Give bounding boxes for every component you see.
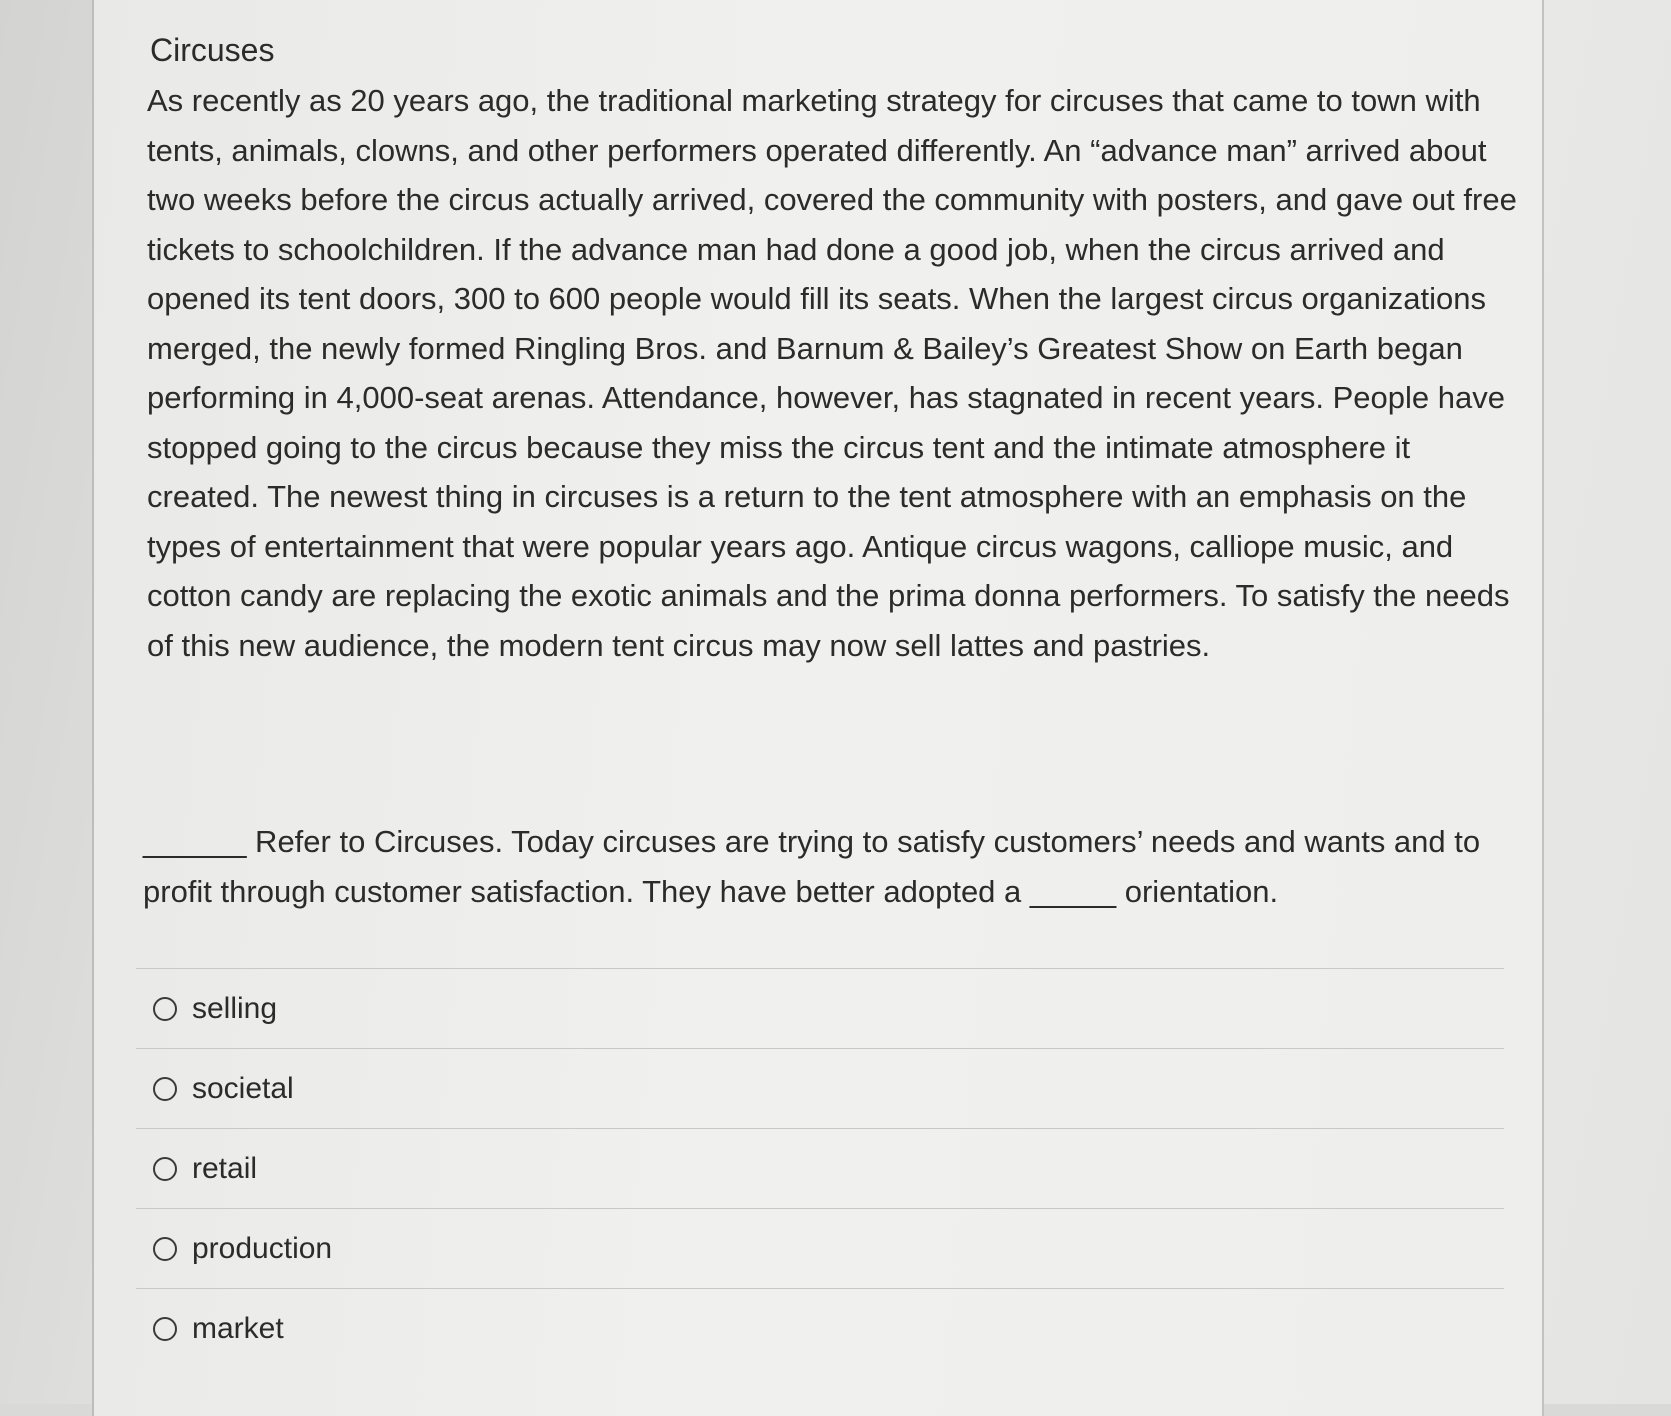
answer-options [136,968,1504,1368]
radio-button-icon[interactable] [153,1157,177,1181]
radio-button-icon[interactable] [153,997,177,1021]
passage-title: Circuses [150,32,275,68]
option-selling[interactable] [136,968,1504,1048]
question-prompt: ______ Refer to Circuses. Today circuses are trying to satisfy customers’ needs and wants and to profit through customer satisfaction. They have better adopted a _____ orientation. [143,824,1481,909]
radio-button-icon[interactable] [153,1237,177,1261]
passage-text: As recently as 20 years ago, the traditional marketing strategy for circuses that came to town with tents, animals, clowns, and other performers operated differently. An “advance man” arrived about two weeks before the circus actually arrived, covered the community with posters, and gave out free tickets to schoolchildren. If the advance man had done a good job, when the circus arrived and opened its tent doors, 300 to 600 people would fill its seats. When the largest circus organizations merged, the newly formed Ringling Bros. and Barnum & Bailey’s Greatest Show on Earth began performing in 4,000-seat arenas. Attendance, however, has stagnated in recent years. People have stopped going to the circus because they miss the circus tent and the intimate atmosphere it created. The newest thing in circuses is a return to the tent atmosphere with an emphasis on the types of entertainment that were popular years ago. Antique circus wagons, calliope music, and cotton candy are replacing the exotic animals and the prima donna performers. To satisfy the needs of this new audience, the modern tent circus may now sell lattes and pastries. [147,83,1517,663]
option-retail[interactable] [136,1128,1504,1208]
option-societal[interactable] [136,1048,1504,1128]
option-label: selling [192,991,278,1025]
option-production[interactable] [136,1208,1504,1288]
radio-button-icon[interactable] [153,1317,177,1341]
option-label: societal [192,1071,294,1105]
option-label: market [192,1311,284,1345]
option-label: retail [192,1151,258,1185]
option-label: production [192,1231,333,1265]
option-market[interactable] [136,1288,1504,1368]
radio-button-icon[interactable] [153,1077,177,1101]
